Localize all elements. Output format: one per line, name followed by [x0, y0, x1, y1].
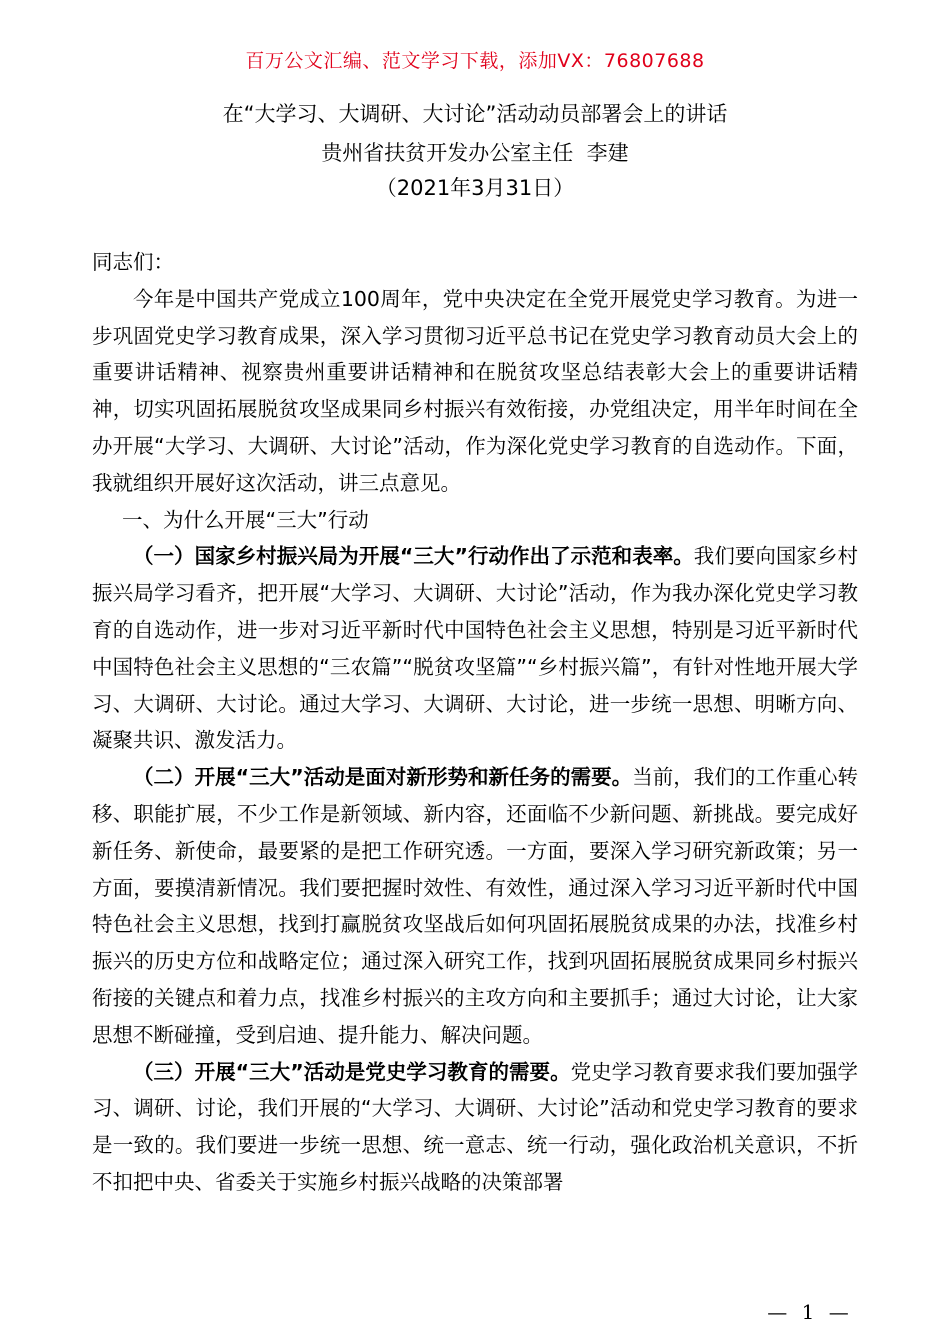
- paragraph-3: [92, 1054, 858, 1201]
- paragraph-3-text: 党史学习教育要求我们要加强学习、调研、讨论，我们开展的“大学习、大调研、大讨论”活动和党史学习教育的要求是一致的。我们要进一步统一思想、统一意志、统一行动，强化政治机关意识，不折不扣把中央、省委关于实施乡村振兴战略的决策部署: [92, 1059, 858, 1194]
- salutation: 同志们：: [92, 250, 174, 274]
- document-body: [92, 244, 858, 1201]
- paragraph-2: [92, 759, 858, 1053]
- intro-paragraph: 今年是中国共产党成立100周年，党中央决定在全党开展党史学习教育。为进一步巩固党史学习教育成果，深入学习贯彻习近平总书记在党史学习教育动员大会上的重要讲话精神、视察贵州重要讲话精神和在脱贫攻坚总结表彰大会上的重要讲话精神，切实巩固拓展脱贫攻坚成果同乡村振兴有效衔接，办党组决定，用半年时间在全办开展“大学习、大调研、大讨论”活动，作为深化党史学习教育的自选动作。下面，我就组织开展好这次活动，讲三点意见。: [92, 286, 858, 495]
- paragraph-1-heading: （一）国家乡村振兴局为开展“三大”行动作出了示范和表率。: [133, 544, 694, 569]
- section-heading-1: 一、为什么开展“三大”行动: [122, 507, 369, 532]
- paragraph-1-text: 我们要向国家乡村振兴局学习看齐，把开展“大学习、大调研、大讨论”活动，作为我办深化党史学习教育的自选动作，进一步对习近平新时代中国特色社会主义思想，特别是习近平新时代中国特色社会主义思想的“三农篇”“脱贫攻坚篇”“乡村振兴篇”，有针对性地开展大学习、大调研、大讨论。通过大学习、大调研、大讨论，进一步统一思想、明晰方向、凝聚共识、激发活力。: [92, 544, 859, 753]
- speech-date: （2021年3月31日）: [375, 176, 575, 200]
- paragraph-2-text: 当前，我们的工作重心转移、职能扩展，不少工作是新领域、新内容，还面临不少新问题、新挑战。要完成好新任务、新使命，最要紧的是把工作研究透。一方面，要深入学习研究新政策；另一方面，要摸清新情况。我们要把握时效性、有效性，通过深入学习习近平新时代中国特色社会主义思想，找到打赢脱贫攻坚战后如何巩固拓展脱贫成果的办法，找准乡村振兴的历史方位和战略定位；通过深入研究工作，找到巩固拓展脱贫成果同乡村振兴衔接的关键点和着力点，找准乡村振兴的主攻方向和主要抓手；通过大讨论，让大家思想不断碰撞，受到启迪、提升能力、解决问题。: [92, 765, 859, 1047]
- speaker-line: 贵州省扶贫开发办公室主任 李建: [321, 141, 629, 165]
- paragraph-2-heading: （二）开展“三大”活动是面对新形势和新任务的需要。: [133, 765, 633, 790]
- speech-title: 在“大学习、大调研、大讨论”活动动员部署会上的讲话: [222, 102, 728, 126]
- paragraph-3-heading: （三）开展“三大”活动是党史学习教育的需要。: [133, 1059, 571, 1084]
- paragraph-1: [92, 538, 858, 759]
- page-number: — 1 —: [767, 1300, 853, 1324]
- watermark-text: 百万公文汇编、范文学习下载，添加VX：76807688: [245, 50, 705, 72]
